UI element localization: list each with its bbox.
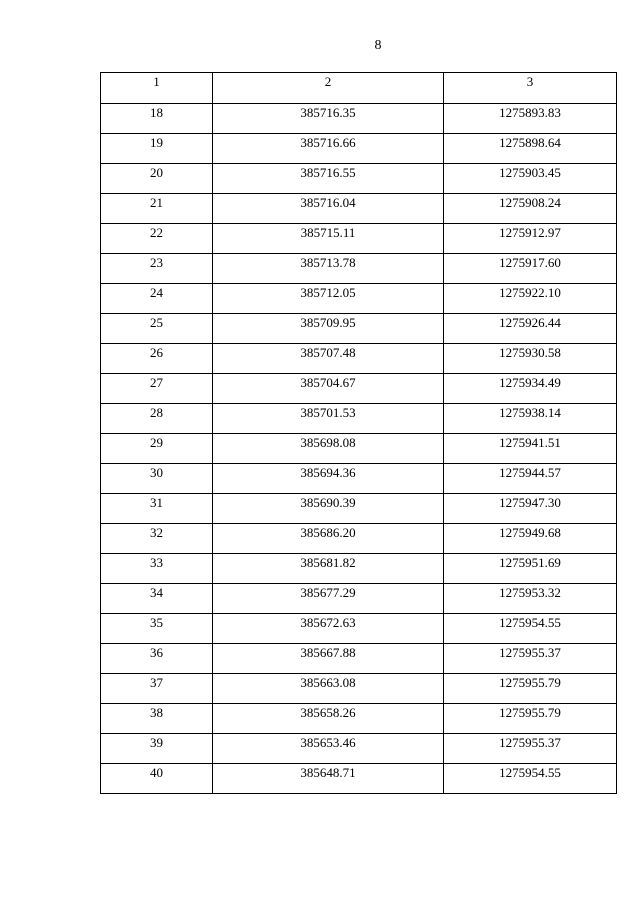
- point-number-cell: 33: [101, 554, 213, 584]
- x-coordinate-cell: 385704.67: [213, 374, 444, 404]
- point-number-cell: 30: [101, 464, 213, 494]
- point-number-cell: 19: [101, 134, 213, 164]
- y-coordinate-cell: 1275954.55: [444, 614, 617, 644]
- x-coordinate-cell: 385716.35: [213, 104, 444, 134]
- x-coordinate-cell: 385716.55: [213, 164, 444, 194]
- page-number: 8: [374, 38, 382, 53]
- y-coordinate-cell: 1275934.49: [444, 374, 617, 404]
- y-coordinate-cell: 1275955.37: [444, 734, 617, 764]
- x-coordinate-cell: 385709.95: [213, 314, 444, 344]
- table-row: [101, 554, 617, 584]
- x-coordinate-cell: 385698.08: [213, 434, 444, 464]
- x-coordinate-cell: 385715.11: [213, 224, 444, 254]
- y-coordinate-cell: 1275930.58: [444, 344, 617, 374]
- table-row: [101, 134, 617, 164]
- table-row: [101, 374, 617, 404]
- point-number-cell: 25: [101, 314, 213, 344]
- x-coordinate-cell: 385686.20: [213, 524, 444, 554]
- point-number-cell: 27: [101, 374, 213, 404]
- y-coordinate-cell: 1275903.45: [444, 164, 617, 194]
- y-coordinate-cell: 1275941.51: [444, 434, 617, 464]
- table-row: [101, 284, 617, 314]
- point-number-cell: 37: [101, 674, 213, 704]
- table-row: [101, 524, 617, 554]
- table-row: [101, 674, 617, 704]
- point-number-cell: 35: [101, 614, 213, 644]
- point-number-cell: 31: [101, 494, 213, 524]
- table-row: [101, 584, 617, 614]
- x-coordinate-cell: 385672.63: [213, 614, 444, 644]
- y-coordinate-cell: 1275955.79: [444, 674, 617, 704]
- x-coordinate-cell: 385716.04: [213, 194, 444, 224]
- table-row: [101, 704, 617, 734]
- table-row: [101, 254, 617, 284]
- table-row: [101, 734, 617, 764]
- y-coordinate-cell: 1275955.79: [444, 704, 617, 734]
- table-row: [101, 314, 617, 344]
- table-body: [101, 73, 617, 794]
- table-header-row: [101, 73, 617, 104]
- x-coordinate-cell: 385677.29: [213, 584, 444, 614]
- y-coordinate-cell: 1275912.97: [444, 224, 617, 254]
- table-row: [101, 164, 617, 194]
- point-number-cell: 26: [101, 344, 213, 374]
- point-number-cell: 32: [101, 524, 213, 554]
- y-coordinate-cell: 1275954.55: [444, 764, 617, 794]
- table-row: [101, 194, 617, 224]
- x-coordinate-cell: 385690.39: [213, 494, 444, 524]
- x-coordinate-cell: 385648.71: [213, 764, 444, 794]
- table-row: [101, 494, 617, 524]
- x-coordinate-cell: 385707.48: [213, 344, 444, 374]
- header-cell-3: 3: [444, 73, 617, 104]
- point-number-cell: 38: [101, 704, 213, 734]
- point-number-cell: 40: [101, 764, 213, 794]
- y-coordinate-cell: 1275947.30: [444, 494, 617, 524]
- point-number-cell: 29: [101, 434, 213, 464]
- x-coordinate-cell: 385701.53: [213, 404, 444, 434]
- point-number-cell: 18: [101, 104, 213, 134]
- x-coordinate-cell: 385658.26: [213, 704, 444, 734]
- x-coordinate-cell: 385663.08: [213, 674, 444, 704]
- point-number-cell: 20: [101, 164, 213, 194]
- y-coordinate-cell: 1275893.83: [444, 104, 617, 134]
- point-number-cell: 36: [101, 644, 213, 674]
- header-cell-1: 1: [101, 73, 213, 104]
- table-row: [101, 464, 617, 494]
- table-row: [101, 224, 617, 254]
- point-number-cell: 34: [101, 584, 213, 614]
- y-coordinate-cell: 1275922.10: [444, 284, 617, 314]
- header-cell-2: 2: [213, 73, 444, 104]
- point-number-cell: 22: [101, 224, 213, 254]
- table-row: [101, 764, 617, 794]
- x-coordinate-cell: 385713.78: [213, 254, 444, 284]
- table-row: [101, 644, 617, 674]
- table-row: [101, 614, 617, 644]
- point-number-cell: 24: [101, 284, 213, 314]
- y-coordinate-cell: 1275926.44: [444, 314, 617, 344]
- table-row: [101, 434, 617, 464]
- y-coordinate-cell: 1275917.60: [444, 254, 617, 284]
- table-row: [101, 404, 617, 434]
- x-coordinate-cell: 385712.05: [213, 284, 444, 314]
- x-coordinate-cell: 385694.36: [213, 464, 444, 494]
- point-number-cell: 39: [101, 734, 213, 764]
- point-number-cell: 21: [101, 194, 213, 224]
- y-coordinate-cell: 1275898.64: [444, 134, 617, 164]
- y-coordinate-cell: 1275951.69: [444, 554, 617, 584]
- point-number-cell: 23: [101, 254, 213, 284]
- y-coordinate-cell: 1275908.24: [444, 194, 617, 224]
- x-coordinate-cell: 385716.66: [213, 134, 444, 164]
- x-coordinate-cell: 385667.88: [213, 644, 444, 674]
- table-row: [101, 104, 617, 134]
- x-coordinate-cell: 385653.46: [213, 734, 444, 764]
- coordinates-table: [100, 72, 617, 794]
- y-coordinate-cell: 1275944.57: [444, 464, 617, 494]
- y-coordinate-cell: 1275938.14: [444, 404, 617, 434]
- table-row: [101, 344, 617, 374]
- y-coordinate-cell: 1275955.37: [444, 644, 617, 674]
- y-coordinate-cell: 1275949.68: [444, 524, 617, 554]
- x-coordinate-cell: 385681.82: [213, 554, 444, 584]
- y-coordinate-cell: 1275953.32: [444, 584, 617, 614]
- point-number-cell: 28: [101, 404, 213, 434]
